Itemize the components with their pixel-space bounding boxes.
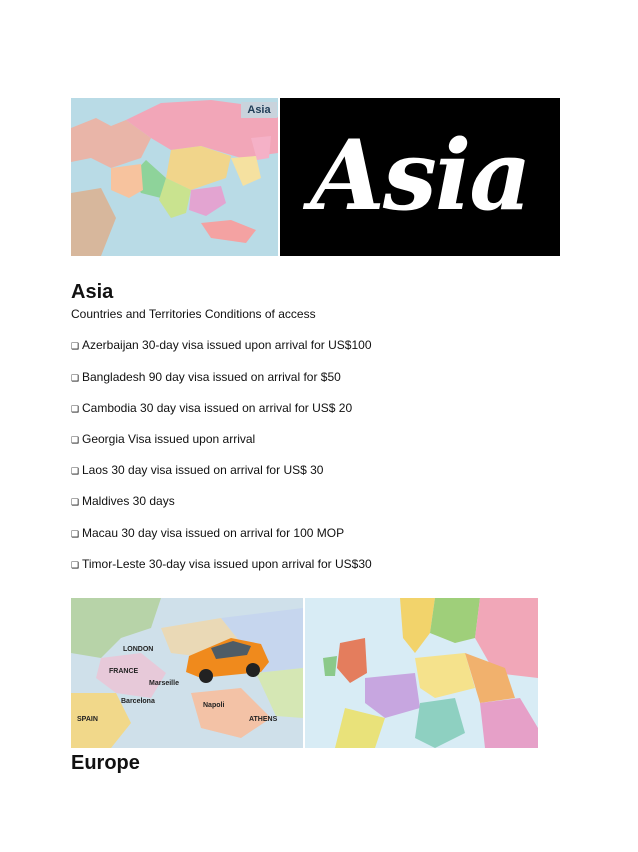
europe-map-car-graphic: [71, 598, 303, 748]
asia-map-image: [71, 98, 278, 256]
map-label-marseille: Marseille: [149, 680, 179, 687]
bullet-icon: ❑: [71, 466, 80, 476]
asia-map-graphic: [71, 98, 278, 256]
table-header: Countries and Territories Conditions of access: [71, 307, 316, 321]
bullet-icon: ❑: [71, 529, 80, 539]
asia-title-image-text: Asia: [310, 119, 530, 232]
map-label-spain: SPAIN: [77, 716, 98, 723]
list-item-text: Maldives 30 days: [82, 494, 175, 508]
section-heading-europe: Europe: [71, 752, 140, 774]
list-item-text: Azerbaijan 30-day visa issued upon arrival for US$100: [82, 338, 372, 352]
map-label-athens: ATHENS: [249, 716, 278, 723]
list-item: [71, 557, 372, 572]
asia-title-image: [280, 98, 560, 256]
list-item-text: Macau 30 day visa issued on arrival for 100 MOP: [82, 526, 345, 540]
europe-map-image: [305, 598, 538, 748]
bullet-icon: ❑: [71, 341, 80, 351]
map-label-napoli: Napoli: [203, 702, 225, 709]
list-item: [71, 432, 255, 447]
list-item: [71, 494, 175, 509]
section-heading-asia: Asia: [71, 281, 114, 303]
europe-map-graphic: [305, 598, 538, 748]
map-label-barcelona: Barcelona: [121, 698, 155, 705]
list-item: [71, 370, 341, 385]
bullet-icon: ❑: [71, 404, 80, 414]
bullet-icon: ❑: [71, 497, 80, 507]
list-item: [71, 338, 372, 353]
list-item-text: Bangladesh 90 day visa issued on arrival for $50: [82, 370, 341, 384]
list-item: [71, 526, 344, 541]
bullet-icon: ❑: [71, 435, 80, 445]
bullet-icon: ❑: [71, 373, 80, 383]
list-item: [71, 401, 352, 416]
list-item: [71, 463, 323, 478]
map-label-france: FRANCE: [109, 668, 139, 675]
list-item-text: Georgia Visa issued upon arrival: [82, 432, 256, 446]
list-item-text: Laos 30 day visa issued on arrival for US$ 30: [82, 463, 324, 477]
map-label-london: LONDON: [123, 646, 154, 653]
europe-map-car-image: [71, 598, 303, 748]
list-item-text: Timor-Leste 30-day visa issued upon arrival for US$30: [82, 557, 372, 571]
bullet-icon: ❑: [71, 560, 80, 570]
asia-map-label: Asia: [241, 102, 277, 118]
list-item-text: Cambodia 30 day visa issued on arrival for US$ 20: [82, 401, 353, 415]
